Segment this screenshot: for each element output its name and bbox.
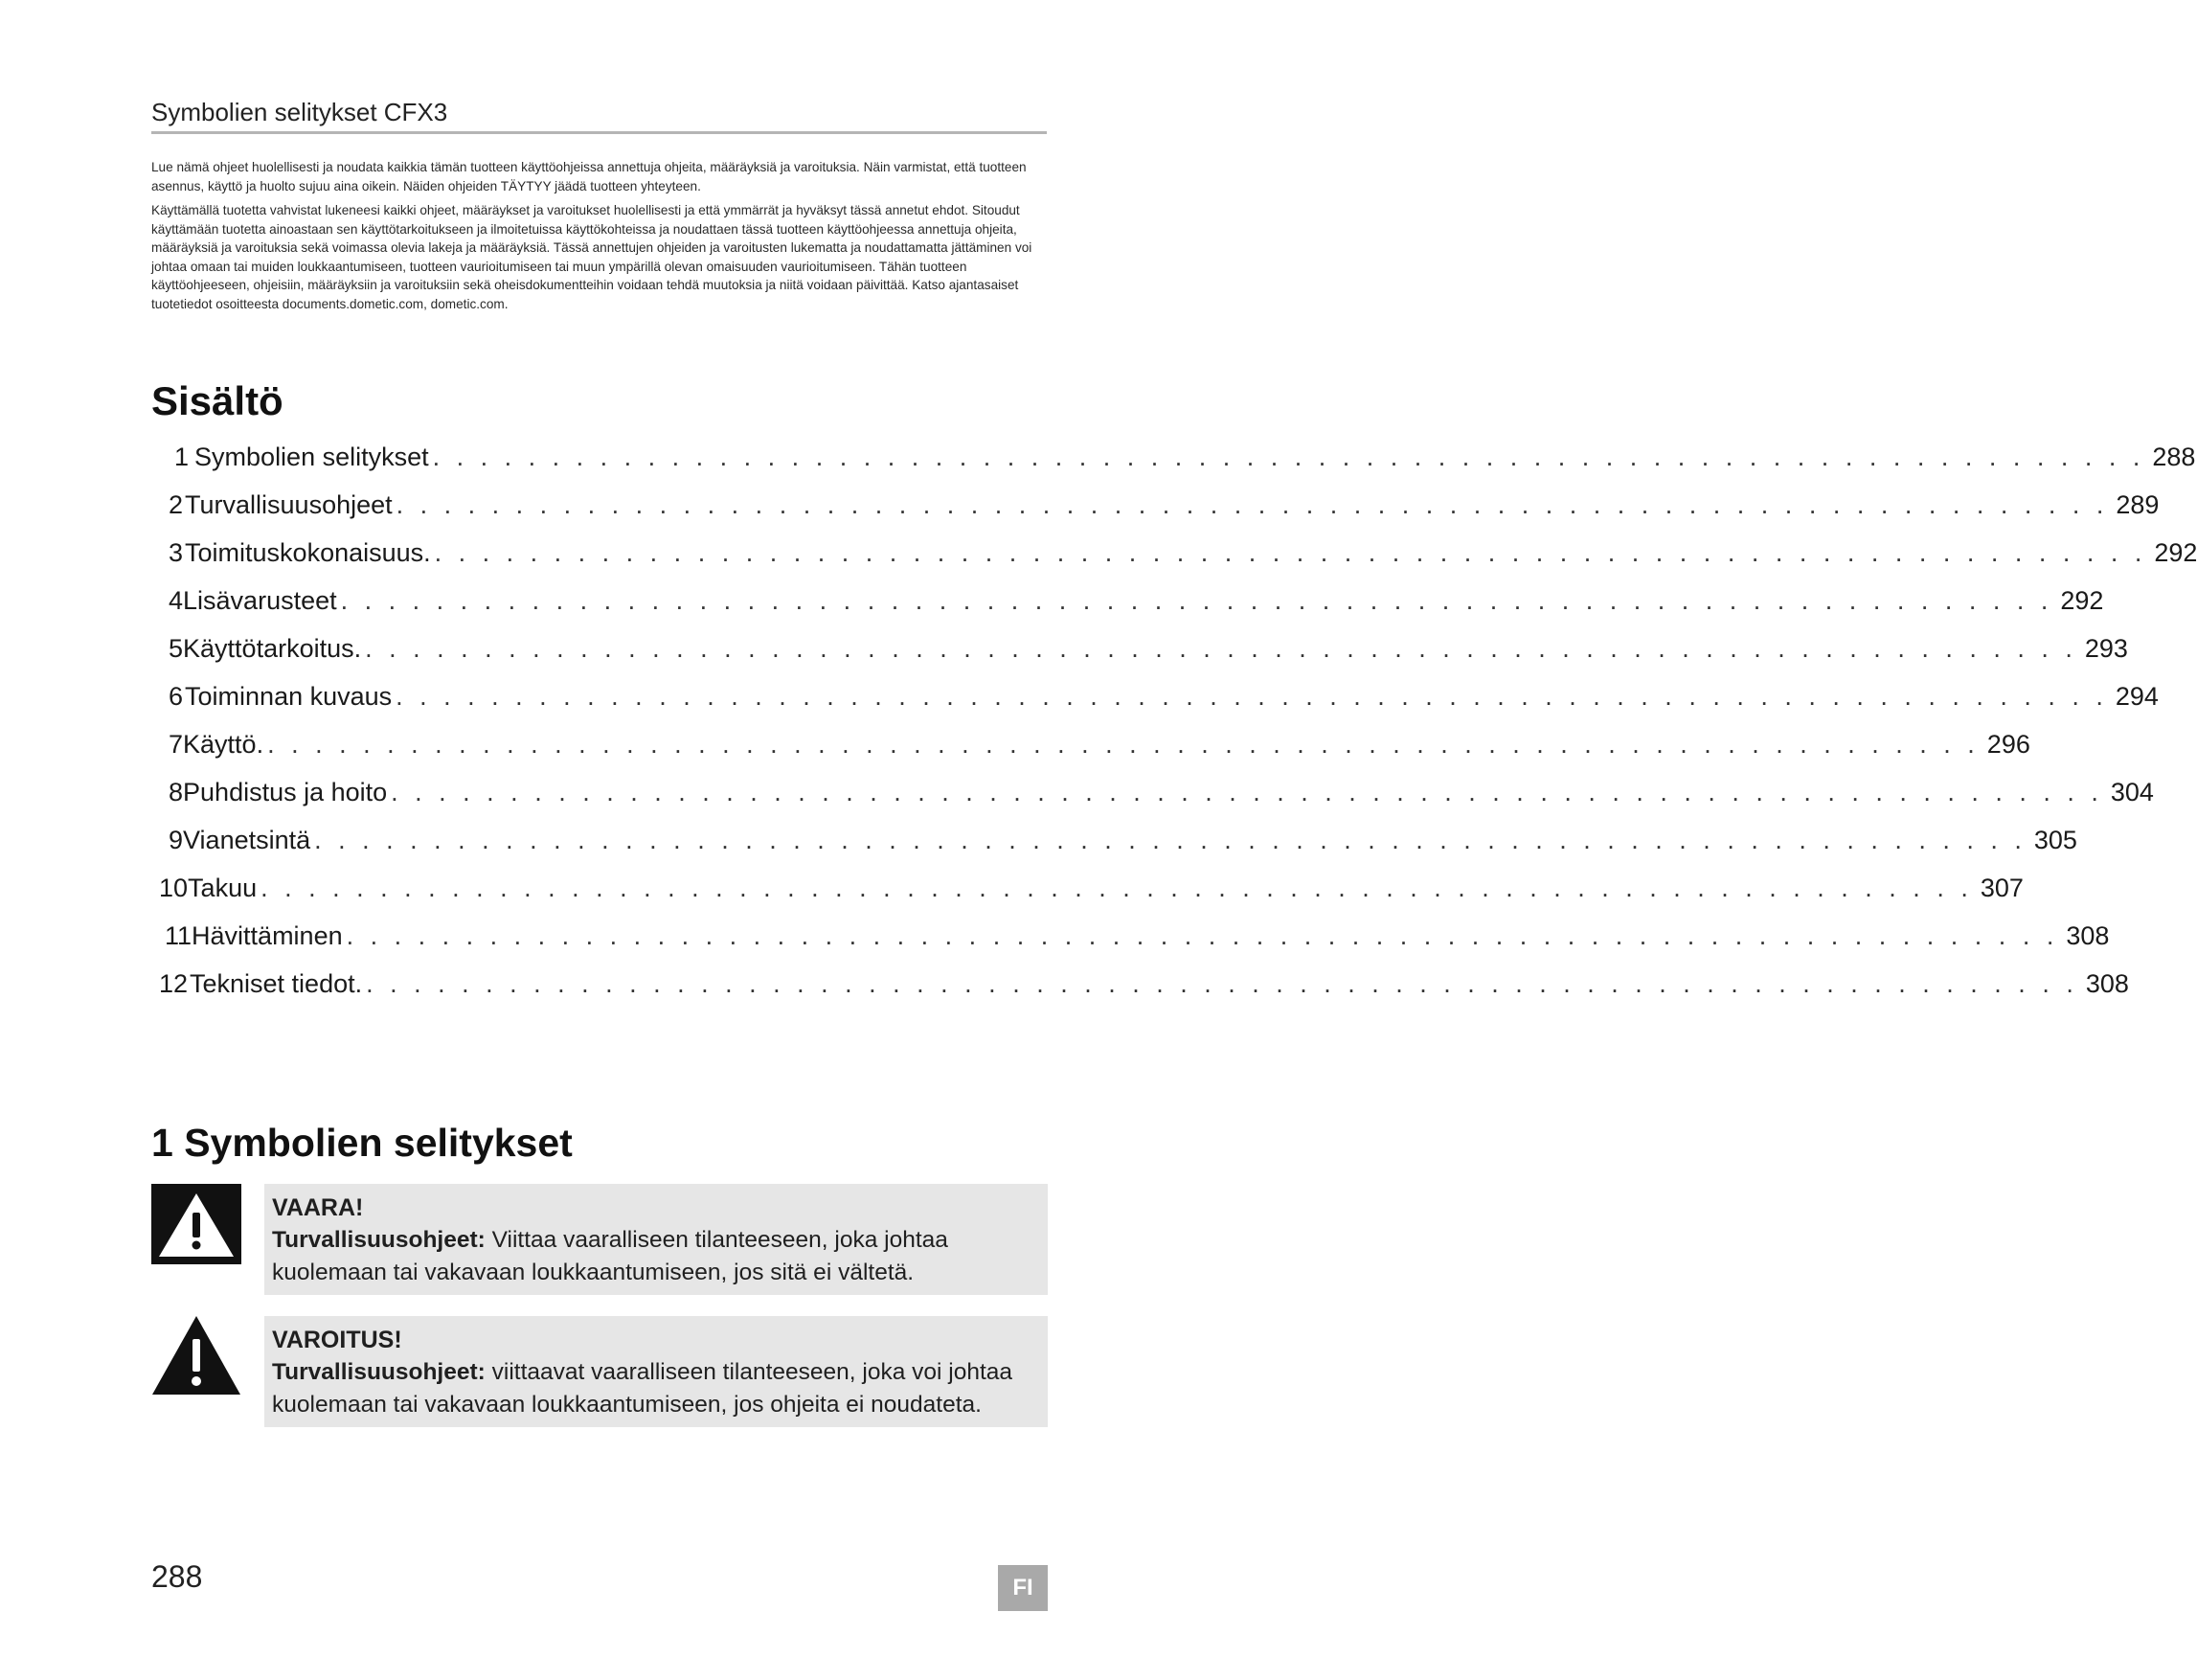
toc-entry-title: Symbolien selitykset <box>194 443 429 471</box>
toc-entry-leader: . . . . . . . . . . . . . . . . . . . . . . . . . . . . . . . . . . . . . . . . . . . . . . . . . . . . . . . . . . . . . . . . . . . . . . . . <box>391 778 2103 806</box>
warning-label: VAROITUS! <box>272 1327 402 1353</box>
warning-lead: Turvallisuusohjeet: <box>272 1359 486 1385</box>
toc-entry-number: 2 <box>169 490 184 519</box>
toc-entry-7[interactable] <box>169 730 2030 762</box>
toc-entry-title: Hävittäminen <box>192 921 343 950</box>
intro-paragraph-2 <box>151 201 1047 313</box>
toc-entry-6[interactable] <box>169 682 2159 715</box>
toc-entry-4[interactable] <box>169 586 2104 619</box>
toc-entry-leader: . . . . . . . . . . . . . . . . . . . . . . . . . . . . . . . . . . . . . . . . . . . . . . . . . . . . . . . . . . . . . . . . . . . . . . . . <box>434 538 2147 567</box>
toc-entry-number: 8 <box>169 778 184 806</box>
toc-entry-leader: . . . . . . . . . . . . . . . . . . . . . . . . . . . . . . . . . . . . . . . . . . . . . . . . . . . . . . . . . . . . . . . . . . . . . . . . <box>260 874 1973 902</box>
toc-entry-number: 3 <box>169 538 184 567</box>
danger-text: Viittaa vaaralliseen tilanteeseen, joka johtaa kuolemaan tai vakavaan loukkaantumiseen, jos sitä ei vältetä. <box>272 1227 948 1285</box>
toc-heading: Sisältö <box>151 378 283 423</box>
toc-entry-leader: . . . . . . . . . . . . . . . . . . . . . . . . . . . . . . . . . . . . . . . . . . . . . . . . . . . . . . . . . . . . . . . . . . . . . . . . <box>340 586 2053 615</box>
toc-entry-title: Tekniset tiedot. <box>190 969 363 998</box>
toc-entry-page: 304 <box>2110 778 2154 806</box>
toc-entry-title: Lisävarusteet <box>183 586 337 615</box>
toc-entry-10[interactable] <box>159 874 2024 906</box>
toc-entry-page: 308 <box>2085 969 2129 998</box>
toc-entry-number: 5 <box>169 634 184 663</box>
toc-entry-9[interactable] <box>169 826 2077 858</box>
warning-text: viittaavat vaaralliseen tilanteeseen, joka voi johtaa kuolemaan tai vakavaan loukkaantumiseen, jos ohjeita ei noudateta. <box>272 1359 1013 1418</box>
toc-entry-leader: . . . . . . . . . . . . . . . . . . . . . . . . . . . . . . . . . . . . . . . . . . . . . . . . . . . . . . . . . . . . . . . . . . . . . . . . <box>396 682 2108 711</box>
toc-entry-page: 288 <box>2152 443 2196 471</box>
toc-entry-page: 289 <box>2116 490 2160 519</box>
toc-entry-page: 292 <box>2154 538 2197 567</box>
toc-entry-page: 308 <box>2066 921 2110 950</box>
toc-entry-number: 4 <box>169 586 184 615</box>
toc-entry-leader: . . . . . . . . . . . . . . . . . . . . . . . . . . . . . . . . . . . . . . . . . . . . . . . . . . . . . . . . . . . . . . . . . . . . . . . . <box>346 921 2059 950</box>
toc-entry-title: Turvallisuusohjeet <box>185 490 393 519</box>
intro-paragraph-1 <box>151 158 1047 195</box>
intro-text-1: Lue nämä ohjeet huolellisesti ja noudata kaikkia tämän tuotteen käyttöohjeissa annettuja ohjeita, määräyksiä ja varoituksia. Näin varmistat, että tuotteen asennus, käyttö ja huolto sujuu aina oikein. Näiden ohjeiden TÄYTYY jäädä tuotteen yhteyteen. <box>151 160 1027 193</box>
danger-warning-icon <box>151 1184 241 1264</box>
toc-entry-1[interactable] <box>174 443 2196 475</box>
section-heading: 1 Symbolien selitykset <box>151 1121 573 1165</box>
toc-entry-leader: . . . . . . . . . . . . . . . . . . . . . . . . . . . . . . . . . . . . . . . . . . . . . . . . . . . . . . . . . . . . . . . . . . . . . . . . <box>396 490 2109 519</box>
toc-entry-leader: . . . . . . . . . . . . . . . . . . . . . . . . . . . . . . . . . . . . . . . . . . . . . . . . . . . . . . . . . . . . . . . . . . . . . . . . <box>366 969 2078 998</box>
toc-entry-number: 9 <box>169 826 184 854</box>
toc-entry-number: 7 <box>169 730 184 759</box>
toc-entry-11[interactable] <box>165 921 2110 954</box>
toc-entry-page: 292 <box>2060 586 2104 615</box>
toc-entry-title: Toiminnan kuvaus <box>185 682 393 711</box>
toc-entry-page: 296 <box>1986 730 2030 759</box>
toc-entry-leader: . . . . . . . . . . . . . . . . . . . . . . . . . . . . . . . . . . . . . . . . . . . . . . . . . . . . . . . . . . . . . . . . . . . . . . . . <box>314 826 2027 854</box>
toc-entry-leader: . . . . . . . . . . . . . . . . . . . . . . . . . . . . . . . . . . . . . . . . . . . . . . . . . . . . . . . . . . . . . . . . . . . . . . . . <box>365 634 2077 663</box>
toc-entry-title: Takuu <box>188 874 258 902</box>
toc-entry-leader: . . . . . . . . . . . . . . . . . . . . . . . . . . . . . . . . . . . . . . . . . . . . . . . . . . . . . . . . . . . . . . . . . . . . . . . . <box>267 730 1980 759</box>
toc-entry-8[interactable] <box>169 778 2154 810</box>
toc-entry-title: Toimituskokonaisuus. <box>185 538 431 567</box>
intro-text-2: Käyttämällä tuotetta vahvistat lukeneesi kaikki ohjeet, määräykset ja varoitukset huolellisesti ja että ymmärrät ja hyväksyt tässä annetut ehdot. Sitoudut käyttämään tuotetta ainoastaan sen käyttötarkoitukseen ja ilmoitetuissa käyttökohteissa ja noudattaen tässä tuotteen käyttöohjeessa annettuja ohjeita, määräyksiä ja varoituksia sekä voimassa olevia lakeja ja määräyksiä. Tässä annettujen ohjeiden ja varoitusten lukematta ja noudattamatta jättäminen voi johtaa omaan tai muiden loukkaantumiseen, tuotteen vaurioitumiseen tai muun ympärillä olevan omaisuuden vaurioitumiseen. Tähän tuotteen käyttöohjeeseen, ohjeisiin, määräyksiin ja varoituksiin sekä oheisdokumentteihin voidaan tehdä muutoksia ja niitä voidaan päivittää. Katso ajantasaiset tuotetiedot osoitteesta documents.dometic.com, dometic.com. <box>151 203 1032 311</box>
header-title: Symbolien selitykset CFX3 <box>151 98 448 126</box>
header-rule <box>151 131 1047 134</box>
danger-notice <box>264 1184 1048 1295</box>
toc-entry-number: 11 <box>165 921 193 950</box>
danger-label: VAARA! <box>272 1194 364 1221</box>
toc-entry-number: 6 <box>169 682 184 711</box>
toc-entry-title: Käyttö. <box>183 730 264 759</box>
toc-entry-title: Vianetsintä <box>183 826 311 854</box>
toc-entry-3[interactable] <box>169 538 2197 571</box>
danger-lead: Turvallisuusohjeet: <box>272 1227 486 1253</box>
toc-entry-page: 307 <box>1980 874 2024 902</box>
toc-entry-5[interactable] <box>169 634 2128 667</box>
page-number: 288 <box>151 1559 203 1594</box>
toc-entry-12[interactable] <box>159 969 2129 1002</box>
toc-entry-number: 1 <box>174 443 190 471</box>
warning-notice <box>264 1316 1048 1427</box>
toc-entry-leader: . . . . . . . . . . . . . . . . . . . . . . . . . . . . . . . . . . . . . . . . . . . . . . . . . . . . . . . . . . . . . . . . . . . . . . . . <box>432 443 2145 471</box>
toc-entry-2[interactable] <box>169 490 2160 523</box>
toc-entry-title: Käyttötarkoitus. <box>183 634 362 663</box>
language-badge: FI <box>998 1565 1048 1611</box>
toc-entry-number: 12 <box>159 969 189 998</box>
toc-entry-page: 305 <box>2033 826 2077 854</box>
toc-entry-number: 10 <box>159 874 189 902</box>
toc-entry-title: Puhdistus ja hoito <box>183 778 388 806</box>
toc-entry-page: 294 <box>2115 682 2159 711</box>
toc-entry-page: 293 <box>2084 634 2128 663</box>
warning-triangle-icon <box>151 1314 241 1398</box>
